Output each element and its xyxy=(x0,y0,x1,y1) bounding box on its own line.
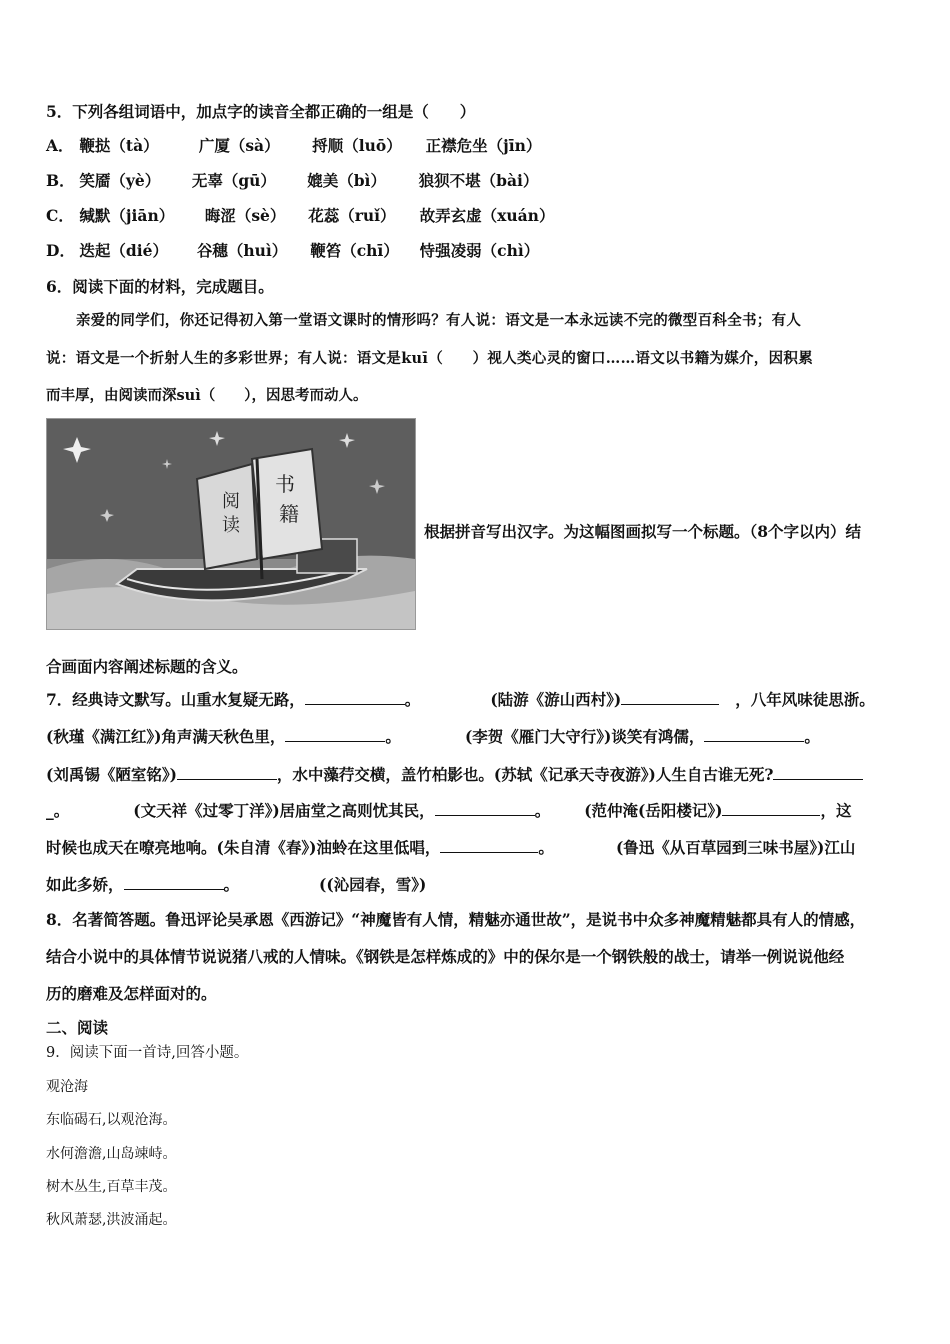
q7-text: (陆游《游山西村》) xyxy=(490,690,622,709)
answer-blank[interactable] xyxy=(305,690,405,705)
sail-text: 读 xyxy=(222,515,240,536)
option-label: A． xyxy=(46,136,74,155)
poem-title: 观沧海 xyxy=(46,1079,88,1095)
q7-text: _。 xyxy=(46,801,70,820)
q7-text: 。 xyxy=(223,875,240,894)
option-item: 恃强凌弱（chì） xyxy=(419,241,540,260)
q7-text: (范仲淹(岳阳楼记》) xyxy=(584,801,723,820)
reading-ship-illustration xyxy=(46,418,416,630)
poem-line: 秋风萧瑟,洪波涌起。 xyxy=(46,1212,177,1228)
section-heading: 二、阅读 xyxy=(46,1018,109,1037)
q7-line-5 xyxy=(46,838,855,858)
q7-text: (李贺《雁门大守行》)谈笑有鸿儒， xyxy=(464,727,705,746)
option-item: 缄默（jiān） xyxy=(79,206,175,225)
option-item: 谷穗（huì） xyxy=(196,241,288,260)
option-item: 花蕊（ruǐ） xyxy=(308,206,396,225)
q6-passage-line: 亲爱的同学们，你还记得初入第一堂语文课时的情形吗？有人说：语文是一本永远读不完的微型百科全书；有人 xyxy=(76,312,802,329)
q5-stem: 5．下列各组词语中，加点字的读音全都正确的一组是（ ） xyxy=(46,102,476,121)
q7-text: 。 xyxy=(534,801,551,820)
option-item: 故弄玄虚（xuán） xyxy=(419,206,555,225)
option-item: 广厦（sà） xyxy=(198,136,280,155)
q7-text: ，这 xyxy=(820,801,852,820)
poem-line: 树木丛生,百草丰茂。 xyxy=(46,1179,177,1195)
option-item: 迭起（dié） xyxy=(79,241,168,260)
option-label: C． xyxy=(46,206,74,225)
option-label: B． xyxy=(46,171,75,190)
option-label: D． xyxy=(46,241,75,260)
q7-text: ，水中藻荇交横，盖竹柏影也。(苏轼《记承天寺夜游》)人生自古谁无死? xyxy=(276,765,774,784)
q7-text: 。 xyxy=(538,838,554,857)
q6-passage-line: 而丰厚，由阅读而深suì（ ），因思考而动人。 xyxy=(46,387,368,404)
q7-line-6 xyxy=(46,875,426,895)
answer-blank[interactable] xyxy=(177,765,277,780)
option-item: 狼狈不堪（bài） xyxy=(418,171,539,190)
sail-text: 书 xyxy=(275,472,295,496)
answer-blank[interactable] xyxy=(773,765,863,780)
answer-blank[interactable] xyxy=(440,838,538,853)
option-item: 正襟危坐（jīn） xyxy=(425,136,542,155)
ship-drawing xyxy=(47,419,415,629)
q6-task-caption: 根据拼音写出汉字。为这幅图画拟写一个标题。（8个字以内）结 xyxy=(424,522,862,541)
q7-text: (秋瑾《满江红》)角声满天秋色里， xyxy=(46,727,286,746)
q7-text: (文天祥《过零丁洋》)居庙堂之高则忧其民， xyxy=(133,801,435,820)
q7-text: 。 xyxy=(804,727,820,746)
poem-line: 水何澹澹,山岛竦峙。 xyxy=(46,1146,177,1162)
q7-line-2 xyxy=(46,727,820,747)
q6-passage-line: 说：语文是一个折射人生的多彩世界；有人说：语文是kuī（ ）视人类心灵的窗口……语文以书籍为媒介，因积累 xyxy=(46,350,813,367)
q7-text: 。 xyxy=(404,690,421,709)
q7-text: ((沁园春，雪》) xyxy=(319,875,427,894)
answer-blank[interactable] xyxy=(435,801,535,816)
q8-line: 历的磨难及怎样面对的。 xyxy=(46,984,217,1003)
q7-text: ，八年风味徒思浙。 xyxy=(735,690,875,709)
q6-task-caption-cont: 合画面内容阐述标题的含义。 xyxy=(46,657,248,676)
q7-line-4 xyxy=(46,801,851,821)
answer-blank[interactable] xyxy=(704,727,804,742)
q8-line: 结合小说中的具体情节说说猪八戒的人情味。《钢铁是怎样炼成的》中的保尔是一个钢铁般的战士，请举一例说说他经 xyxy=(46,947,845,966)
option-item: 捋顺（luō） xyxy=(312,136,402,155)
q9-stem: 9．阅读下面一首诗,回答小题。 xyxy=(46,1045,249,1061)
q7-text: (刘禹锡《陋室铭》) xyxy=(46,765,177,784)
q7-text: (鲁迅《从百草园到三味书屋》)江山 xyxy=(615,838,856,857)
option-item: 鞭挞（tà） xyxy=(79,136,159,155)
q5-option-d[interactable] xyxy=(46,241,539,261)
q7-text: 。 xyxy=(385,727,401,746)
answer-blank[interactable] xyxy=(124,875,224,890)
q7-text: 时候也成天在嘹亮地响。(朱自清《春》)油蛉在这里低唱， xyxy=(46,838,441,857)
answer-blank[interactable] xyxy=(285,727,385,742)
option-item: 无辜（gū） xyxy=(191,171,276,190)
option-item: 鞭笞（chī） xyxy=(310,241,399,260)
q6-stem: 6．阅读下面的材料，完成题目。 xyxy=(46,277,274,296)
q5-option-a[interactable] xyxy=(46,136,541,156)
poem-line: 东临碣石,以观沧海。 xyxy=(46,1112,177,1128)
q7-line-3 xyxy=(46,765,863,785)
q7-text: 如此多娇， xyxy=(46,875,124,894)
q8-line: 8．名著简答题。鲁迅评论吴承恩《西游记》“神魔皆有人情，精魅亦通世故”，是说书中众多神魔精魅都具有人的情感， xyxy=(46,910,866,929)
answer-blank[interactable] xyxy=(722,801,820,816)
sail-text: 阅 xyxy=(222,491,240,512)
q7-text: 7．经典诗文默写。山重水复疑无路， xyxy=(46,690,305,709)
answer-blank[interactable] xyxy=(621,690,719,705)
q5-option-c[interactable] xyxy=(46,206,554,226)
q5-option-b[interactable] xyxy=(46,171,538,191)
q7-line-1 xyxy=(46,690,875,710)
option-item: 媲美（bì） xyxy=(307,171,386,190)
option-item: 笑靥（yè） xyxy=(79,171,161,190)
option-item: 晦涩（sè） xyxy=(204,206,286,225)
sail-text: 籍 xyxy=(279,502,299,526)
